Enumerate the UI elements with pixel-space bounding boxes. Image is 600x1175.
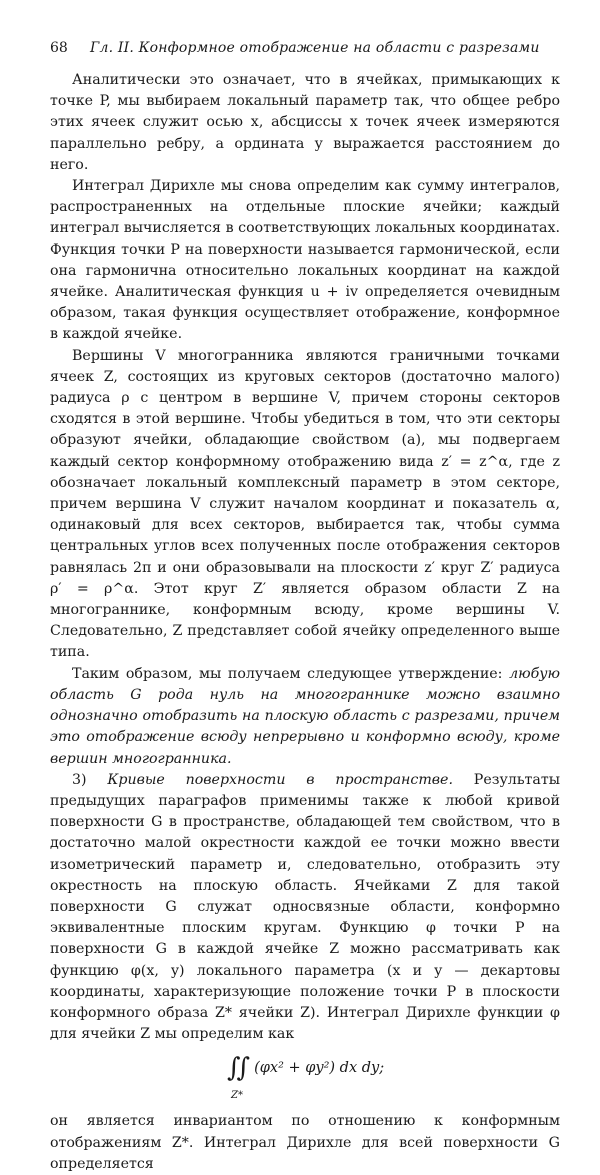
dirichlet-integral-formula (50, 1051, 560, 1103)
integrand: (φx² + φy²) dx dy; (254, 1060, 385, 1077)
paragraph-3: Вершины V многогранника являются граничными точками ячеек Z, состоящих из круговых секторов (достаточно малого) радиуса ρ с центром в вершине V, причем стороны секторов сходятся в этой вершине. Чтобы убедиться в том, что эти секторы образуют ячейки, обладающие свойством (а), мы подвергаем каждый сектор конформному отображению вида z′ = z^α, где z обозначает локальный комплексный параметр в этом секторе, причем вершина V служит началом координат и показатель α, одинаковый для всех секторов, выбирается так, чтобы сумма центральных углов всех полученных после отображения секторов равнялась 2π и они образовывали на плоскости z′ круг Z′ радиуса ρ′ = ρ^α. Этот круг Z′ является образом области Z на многограннике, конформным всюду, кроме вершины V. Следовательно, Z представляет собой ячейку определенного выше типа. (50, 347, 560, 661)
integral-symbol: ∫∫ (227, 1053, 247, 1084)
paragraph-4-lead: Таким образом, мы получаем следующее утверждение: (72, 665, 503, 682)
paragraph-4 (50, 664, 560, 770)
section-heading: Кривые поверхности в пространстве. (107, 771, 453, 788)
paragraph-5-text: Результаты предыдущих параграфов применимы также к любой кривой поверхности G в пространстве, обладающей тем свойством, что в достаточно малой окрестности каждой ее точки можно ввести изометрический параметр и, следовательно, отобразить эту окрестность на плоскую область. Ячейками Z для такой поверхности G служат односвязные области, конформно эквивалентные плоским кругам. Функцию φ точки P на поверхности G в каждой ячейке Z можно рассматривать как функцию φ(x, y) локального параметра (x и y — декартовы координаты, характеризующие положение точки P в плоскости конформного образа Z* ячейки Z). Интеграл Дирихле функции φ для ячейки Z мы определим как (50, 771, 560, 1043)
integral-domain-subscript: Z* (231, 1090, 243, 1102)
paragraph-2: Интеграл Дирихле мы снова определим как сумму интегралов, распространенных на отдельные плоские ячейки; каждый интеграл вычисляется в соответствующих локальных координатах. Функция точки P на поверхности называется гармонической, если она гармонична относительно локальных координат на каждой ячейке. Аналитическая функция u + iv определяется очевидным образом, такая функция осуществляет отображение, конформное в каждой ячейке. (50, 178, 560, 343)
closing-paragraph: он является инвариантом по отношению к конформным отображениям Z*. Интеграл Дирихле для всей поверхности G определяется (50, 1113, 560, 1172)
paragraph-5 (50, 770, 560, 1046)
running-title: Гл. II. Конформное отображение на области с разрезами (90, 40, 540, 56)
page-number: 68 (50, 40, 68, 56)
theorem-statement: любую область G рода нуль на многограннике можно взаимно однозначно отобразить на плоскую область с разрезами, причем это отображение всюду непрерывно и конформно всюду, кроме вершин многогранника. (50, 665, 560, 767)
section-number: 3) (72, 771, 87, 788)
double-integral-sign (227, 1053, 247, 1102)
book-page (50, 38, 560, 1175)
page-header (50, 38, 560, 58)
paragraph-1: Аналитически это означает, что в ячейках, примыкающих к точке P, мы выбираем локальный параметр так, что общее ребро этих ячеек служит осью x, абсциссы x точек ячеек измеряются параллельно ребру, а ордината y выражается расстоянием до него. (50, 72, 560, 173)
